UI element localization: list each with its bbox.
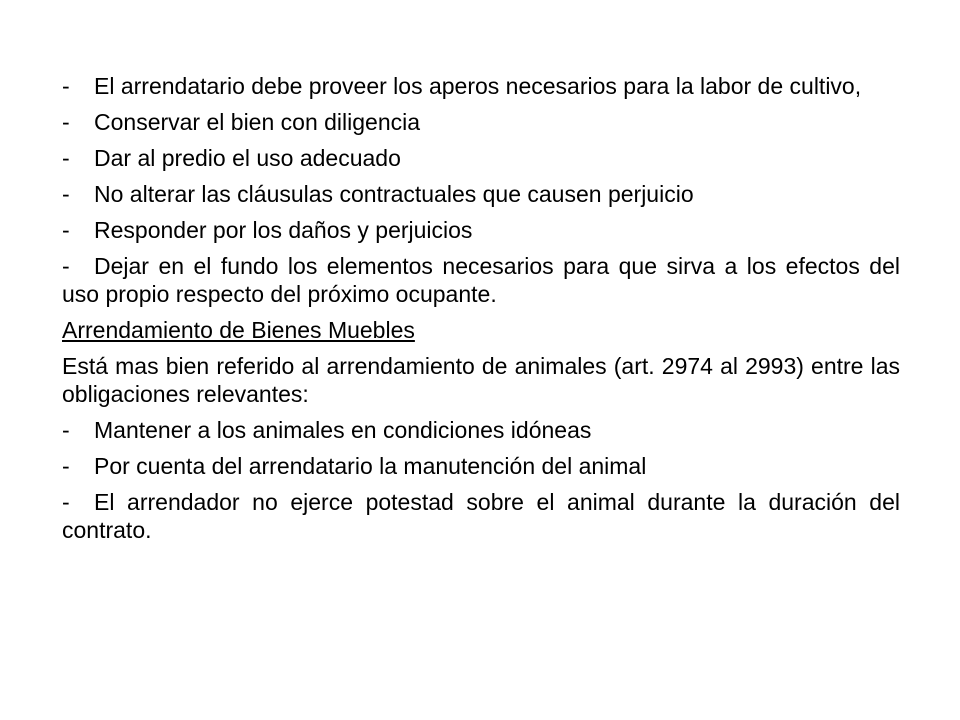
bullet-manutencion <box>62 452 900 480</box>
bullet-proveer-aperos <box>62 72 900 100</box>
bullet-marker: - <box>62 181 70 207</box>
section-heading: Arrendamiento de Bienes Muebles <box>62 317 415 343</box>
bullet-marker: - <box>62 453 70 479</box>
bullet-text: Por cuenta del arrendatario la manutención del animal <box>94 453 647 479</box>
bullet-no-alterar-clausulas <box>62 180 900 208</box>
bullet-text: Responder por los daños y perjuicios <box>94 217 473 243</box>
bullet-dejar-elementos <box>62 252 900 308</box>
bullet-text: Mantener a los animales en condiciones idóneas <box>94 417 592 443</box>
bullet-responder-danos <box>62 216 900 244</box>
bullet-potestad <box>62 488 900 544</box>
bullet-text: El arrendador no ejerce potestad sobre el animal durante la duración del contrato. <box>62 489 900 543</box>
bullet-mantener-animales <box>62 416 900 444</box>
bullet-marker: - <box>62 73 70 99</box>
bullet-marker: - <box>62 145 70 171</box>
bullet-marker: - <box>62 109 70 135</box>
bullet-marker: - <box>62 489 70 515</box>
bullet-text: No alterar las cláusulas contractuales que causen perjuicio <box>94 181 694 207</box>
bullet-marker: - <box>62 417 70 443</box>
section-intro: Está mas bien referido al arrendamiento de animales (art. 2974 al 2993) entre las obligaciones relevantes: <box>62 353 900 407</box>
bullet-text: Conservar el bien con diligencia <box>94 109 421 135</box>
slide-body <box>62 72 900 552</box>
bullet-text: Dejar en el fundo los elementos necesarios para que sirva a los efectos del uso propio respecto del próximo ocupante. <box>62 253 900 307</box>
bullet-uso-adecuado <box>62 144 900 172</box>
bullet-marker: - <box>62 253 70 279</box>
bullet-conservar-bien <box>62 108 900 136</box>
bullet-marker: - <box>62 217 70 243</box>
bullet-text: El arrendatario debe proveer los aperos necesarios para la labor de cultivo, <box>94 73 862 99</box>
bullet-text: Dar al predio el uso adecuado <box>94 145 401 171</box>
